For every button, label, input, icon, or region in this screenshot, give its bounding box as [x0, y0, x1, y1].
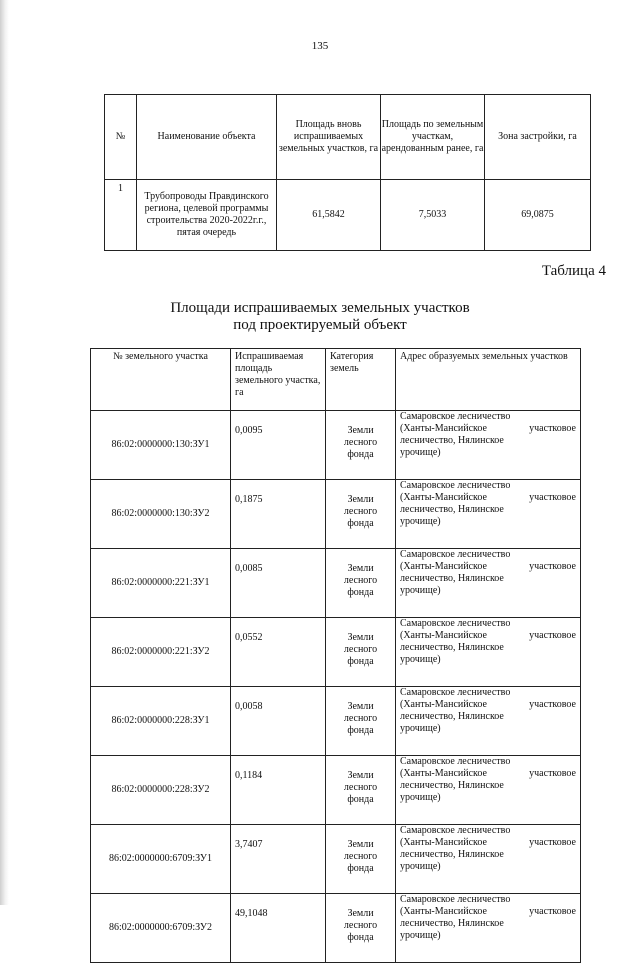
parcel-address — [396, 825, 581, 894]
address-word: (Ханты-Мансийское — [400, 906, 487, 917]
parcel-address-line: лесничество, Нялинское — [400, 711, 504, 722]
land-category-line: лесного — [343, 713, 378, 724]
parcel-number: 86:02:0000000:6709:ЗУ2 — [91, 894, 231, 963]
parcel-address-line — [400, 423, 576, 435]
title-line-2: под проектируемый объект — [233, 317, 407, 333]
parcel-address-line: урочище) — [400, 585, 441, 596]
land-category — [326, 411, 396, 480]
land-category — [326, 756, 396, 825]
parcel-area: 3,7407 — [231, 825, 326, 894]
parcel-address — [396, 756, 581, 825]
address-word: (Ханты-Мансийское — [400, 423, 487, 434]
parcel-number: 86:02:0000000:130:ЗУ2 — [91, 480, 231, 549]
land-category-line: фонда — [347, 587, 374, 598]
parcel-address-line: урочище) — [400, 930, 441, 941]
parcel-address-line: урочище) — [400, 861, 441, 872]
land-category-line: лесного — [343, 437, 378, 448]
header-object-name: Наименование объекта — [137, 95, 277, 180]
land-category-line: лесного — [343, 506, 378, 517]
parcel-address-line: Самаровское лесничество — [400, 825, 511, 836]
parcel-area: 0,1184 — [231, 756, 326, 825]
parcel-address-line: Самаровское лесничество — [400, 894, 511, 905]
address-word: участковое — [529, 699, 576, 710]
parcel-number: 86:02:0000000:228:ЗУ2 — [91, 756, 231, 825]
parcel-address-line: урочище) — [400, 516, 441, 527]
land-category-line: лесного — [343, 851, 378, 862]
land-category — [326, 687, 396, 756]
header-new-area: Площадь вновь испрашиваемых земельных участков, га — [277, 95, 381, 180]
land-category — [326, 549, 396, 618]
parcel-address-line: Самаровское лесничество — [400, 549, 511, 560]
address-word: (Ханты-Мансийское — [400, 837, 487, 848]
land-category-line: Земли — [347, 839, 374, 850]
parcel-number: 86:02:0000000:6709:ЗУ1 — [91, 825, 231, 894]
parcel-address-line — [400, 561, 576, 573]
address-word: участковое — [529, 561, 576, 572]
parcel-address-line: лесничество, Нялинское — [400, 780, 504, 791]
table-row — [91, 756, 581, 825]
header-num: № — [105, 95, 137, 180]
parcel-address-line: Самаровское лесничество — [400, 411, 511, 422]
land-category-line: лесного — [343, 782, 378, 793]
summary-table — [104, 94, 591, 251]
land-category — [326, 894, 396, 963]
parcel-number: 86:02:0000000:221:ЗУ1 — [91, 549, 231, 618]
parcel-address-line — [400, 699, 576, 711]
parcel-address-line: урочище) — [400, 447, 441, 458]
land-category-line: фонда — [347, 656, 374, 667]
object-name: Трубопроводы Правдинского региона, целевой программы строительства 2020-2022г.г., пятая очередь — [137, 180, 277, 251]
land-category-line: Земли — [347, 494, 374, 505]
address-word: (Ханты-Мансийское — [400, 768, 487, 779]
parcel-address-line: Самаровское лесничество — [400, 480, 511, 491]
address-word: участковое — [529, 906, 576, 917]
parcel-area: 0,0095 — [231, 411, 326, 480]
parcel-area: 0,1875 — [231, 480, 326, 549]
new-area-value: 61,5842 — [277, 180, 381, 251]
address-word: участковое — [529, 423, 576, 434]
parcel-address — [396, 411, 581, 480]
header-land-category: Категория земель — [326, 349, 396, 411]
parcel-address — [396, 480, 581, 549]
table-row — [91, 825, 581, 894]
parcel-address-line: Самаровское лесничество — [400, 687, 511, 698]
land-category-line: фонда — [347, 449, 374, 460]
parcel-address-line — [400, 768, 576, 780]
parcel-address — [396, 894, 581, 963]
parcel-area: 0,0058 — [231, 687, 326, 756]
land-category-line: лесного — [343, 575, 378, 586]
parcel-address — [396, 618, 581, 687]
summary-table-header-row — [105, 95, 591, 180]
address-word: участковое — [529, 837, 576, 848]
parcel-number: 86:02:0000000:130:ЗУ1 — [91, 411, 231, 480]
land-category-line: Земли — [347, 908, 374, 919]
parcel-address-line — [400, 492, 576, 504]
title-line-1: Площади испрашиваемых земельных участков — [170, 300, 470, 316]
address-word: участковое — [529, 768, 576, 779]
table-row — [105, 180, 591, 251]
header-parcel-number: № земельного участка — [91, 349, 231, 411]
parcel-address-line — [400, 837, 576, 849]
leased-area-value: 7,5033 — [381, 180, 485, 251]
page-number: 135 — [311, 40, 329, 52]
zone-value: 69,0875 — [485, 180, 591, 251]
parcel-address-line: лесничество, Нялинское — [400, 504, 504, 515]
land-category — [326, 480, 396, 549]
parcel-number: 86:02:0000000:228:ЗУ1 — [91, 687, 231, 756]
scan-edge-shadow — [0, 0, 9, 905]
land-category-line: Земли — [347, 563, 374, 574]
header-address: Адрес образуемых земельных участков — [396, 349, 581, 411]
parcel-area: 0,0552 — [231, 618, 326, 687]
header-leased-area: Площадь по земельным участкам, арендованным ранее, га — [381, 95, 485, 180]
parcel-address — [396, 687, 581, 756]
land-category-line: Земли — [347, 701, 374, 712]
table-row — [91, 480, 581, 549]
parcel-address-line: лесничество, Нялинское — [400, 642, 504, 653]
table-row — [91, 618, 581, 687]
land-category — [326, 618, 396, 687]
address-word: (Ханты-Мансийское — [400, 630, 487, 641]
parcel-address-line: урочище) — [400, 723, 441, 734]
parcel-area: 49,1048 — [231, 894, 326, 963]
parcel-address-line — [400, 906, 576, 918]
table-row — [91, 687, 581, 756]
parcel-address-line: лесничество, Нялинское — [400, 849, 504, 860]
table-caption: Таблица 4 — [541, 263, 606, 279]
parcels-table — [90, 348, 581, 963]
address-word: (Ханты-Мансийское — [400, 699, 487, 710]
land-category-line: лесного — [343, 920, 378, 931]
land-category-line: Земли — [347, 425, 374, 436]
parcel-address-line — [400, 630, 576, 642]
parcel-address — [396, 549, 581, 618]
parcel-number: 86:02:0000000:221:ЗУ2 — [91, 618, 231, 687]
table-row — [91, 411, 581, 480]
parcel-address-line: Самаровское лесничество — [400, 756, 511, 767]
address-word: участковое — [529, 492, 576, 503]
header-requested-area: Испрашиваемая площадь земельного участка, га — [231, 349, 326, 411]
land-category-line: Земли — [347, 770, 374, 781]
land-category-line: Земли — [347, 632, 374, 643]
parcel-address-line: урочище) — [400, 654, 441, 665]
land-category-line: фонда — [347, 932, 374, 943]
land-category-line: лесного — [343, 644, 378, 655]
land-category-line: фонда — [347, 863, 374, 874]
land-category-line: фонда — [347, 725, 374, 736]
land-category — [326, 825, 396, 894]
parcel-address-line: Самаровское лесничество — [400, 618, 511, 629]
address-word: (Ханты-Мансийское — [400, 561, 487, 572]
table-row — [91, 549, 581, 618]
parcel-address-line: урочище) — [400, 792, 441, 803]
row-num: 1 — [105, 180, 137, 251]
parcel-area: 0,0085 — [231, 549, 326, 618]
table-row — [91, 894, 581, 963]
land-category-line: фонда — [347, 794, 374, 805]
table-title — [0, 300, 640, 334]
land-category-line: фонда — [347, 518, 374, 529]
address-word: (Ханты-Мансийское — [400, 492, 487, 503]
address-word: участковое — [529, 630, 576, 641]
header-zone: Зона застройки, га — [485, 95, 591, 180]
parcels-header-row — [91, 349, 581, 411]
parcel-address-line: лесничество, Нялинское — [400, 435, 504, 446]
parcel-address-line: лесничество, Нялинское — [400, 573, 504, 584]
parcel-address-line: лесничество, Нялинское — [400, 918, 504, 929]
